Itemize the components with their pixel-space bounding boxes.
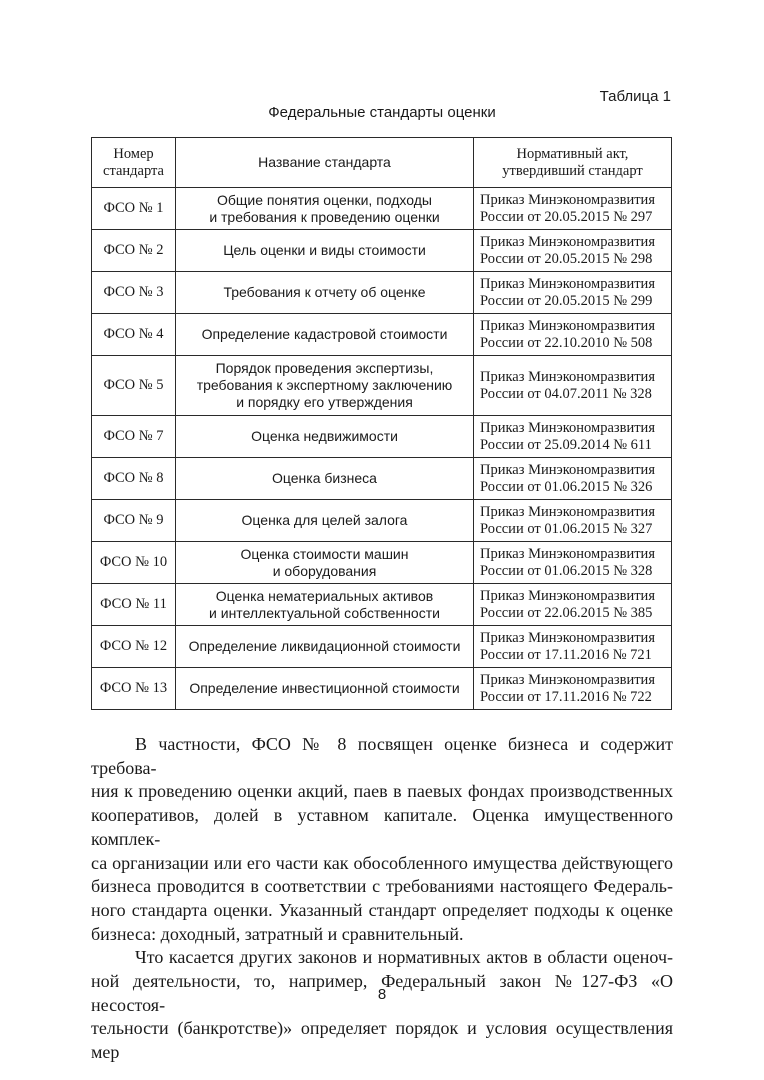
- standard-act: [474, 188, 672, 230]
- standard-name-line: требования к экспертному заключению: [196, 377, 453, 393]
- paragraph-line: кооперативов, долей в уставном капитале. Оценка имущественного комплек-: [91, 805, 673, 849]
- standard-number: ФСО № 4: [92, 314, 176, 356]
- standard-number: ФСО № 12: [92, 626, 176, 668]
- table-row: [92, 584, 672, 626]
- header-act-line: Нормативный акт,: [516, 145, 629, 162]
- standard-act-line: России от 20.05.2015 № 297: [480, 208, 653, 225]
- page-number: 8: [377, 986, 387, 1003]
- standard-act-line: Приказ Минэкономразвития: [480, 503, 655, 520]
- standards-table: [91, 137, 672, 710]
- standard-act-line: России от 22.10.2010 № 508: [480, 334, 653, 351]
- standard-act: [474, 272, 672, 314]
- standard-name: [176, 230, 474, 272]
- standard-act: [474, 230, 672, 272]
- table-row: [92, 542, 672, 584]
- standard-number: ФСО № 9: [92, 500, 176, 542]
- standard-name-line: и интеллектуальной собственности: [209, 604, 440, 621]
- standard-act-line: Приказ Минэкономразвития: [480, 629, 655, 646]
- standard-name: [176, 356, 474, 416]
- table-row: [92, 416, 672, 458]
- standard-name-line: и оборудования: [272, 562, 377, 579]
- paragraph-line: В частности, ФСО № 8 посвящен оценке бизнеса и содержит требова-: [91, 734, 673, 778]
- standard-number: ФСО № 8: [92, 458, 176, 500]
- table-row: [92, 188, 672, 230]
- header-number-line: стандарта: [103, 162, 164, 179]
- standard-name-line: Определение инвестиционной стоимости: [189, 680, 460, 696]
- table-title: Федеральные стандарты оценки: [268, 104, 496, 121]
- standard-name: [176, 188, 474, 230]
- standard-act-line: Приказ Минэкономразвития: [480, 461, 655, 478]
- standard-number: ФСО № 2: [92, 230, 176, 272]
- standard-act-line: Приказ Минэкономразвития: [480, 671, 655, 688]
- header-number-line: Номер: [113, 145, 154, 162]
- standard-act-line: России от 25.09.2014 № 611: [480, 436, 652, 453]
- standard-name-line: Оценка бизнеса: [272, 470, 377, 486]
- standard-act-line: России от 17.11.2016 № 722: [480, 688, 652, 705]
- header-act: [474, 138, 672, 188]
- standard-number: ФСО № 3: [92, 272, 176, 314]
- standard-number: ФСО № 7: [92, 416, 176, 458]
- standard-name-line: Определение ликвидационной стоимости: [188, 638, 461, 654]
- standard-number: ФСО № 10: [92, 542, 176, 584]
- standard-name-line: Оценка недвижимости: [251, 428, 398, 444]
- standard-name: [176, 584, 474, 626]
- standard-act: [474, 356, 672, 416]
- paragraph-line: Что касается других законов и нормативных актов в области оценоч-: [135, 947, 673, 968]
- standard-act-line: Приказ Минэкономразвития: [480, 587, 655, 604]
- paragraph-line: ной деятельности, то, например, Федеральный закон №127-ФЗ «О несостоя-: [91, 971, 673, 1015]
- standard-act: [474, 416, 672, 458]
- standard-name-line: Определение кадастровой стоимости: [201, 326, 448, 342]
- paragraph-line: ния к проведению оценки акций, паев в паевых фондах производственных: [91, 781, 673, 802]
- standard-act: [474, 584, 672, 626]
- standard-name-line: Оценка стоимости машин: [240, 545, 409, 562]
- standard-name-line: Порядок проведения экспертизы,: [215, 360, 434, 376]
- table-row: [92, 668, 672, 710]
- table-caption: Таблица 1: [599, 88, 671, 105]
- standard-act: [474, 542, 672, 584]
- standard-act: [474, 458, 672, 500]
- standard-act-line: России от 20.05.2015 № 299: [480, 292, 653, 309]
- standard-act-line: Приказ Минэкономразвития: [480, 275, 655, 292]
- standard-act-line: России от 04.07.2011 № 328: [480, 385, 652, 402]
- standard-name-line: Общие понятия оценки, подходы: [217, 191, 432, 208]
- table-row: [92, 272, 672, 314]
- standard-act-line: Приказ Минэкономразвития: [480, 368, 655, 385]
- paragraph: [91, 946, 673, 1065]
- standard-name: [176, 626, 474, 668]
- body-text: [91, 733, 673, 1065]
- standard-act: [474, 668, 672, 710]
- standard-act-line: России от 01.06.2015 № 327: [480, 520, 653, 537]
- paragraph-line: тельности (банкротстве)» определяет порядок и условия осуществления мер: [91, 1018, 673, 1063]
- standard-name: [176, 416, 474, 458]
- header-name-line: Название стандарта: [258, 153, 391, 170]
- header-name: [176, 138, 474, 188]
- paragraph-line: са организации или его части как обособленного имущества действующего: [91, 852, 673, 873]
- standard-number: ФСО № 1: [92, 188, 176, 230]
- standard-number: ФСО № 13: [92, 668, 176, 710]
- standard-act-line: Приказ Минэкономразвития: [480, 191, 655, 208]
- table-row: [92, 230, 672, 272]
- standard-act-line: Приказ Минэкономразвития: [480, 419, 655, 436]
- standard-name-line: Цель оценки и виды стоимости: [223, 242, 426, 258]
- standard-act-line: Приказ Минэкономразвития: [480, 233, 655, 250]
- standard-act: [474, 500, 672, 542]
- paragraph: [91, 733, 673, 946]
- standard-number: ФСО № 11: [92, 584, 176, 626]
- standard-act-line: Приказ Минэкономразвития: [480, 317, 655, 334]
- standard-act-line: России от 17.11.2016 № 721: [480, 646, 652, 663]
- standard-act-line: Приказ Минэкономразвития: [480, 545, 655, 562]
- header-number: [92, 138, 176, 188]
- table-row: [92, 356, 672, 416]
- standard-name-line: и порядку его утверждения: [236, 394, 413, 410]
- paragraph-line: бизнеса: доходный, затратный и сравнительный.: [91, 923, 464, 944]
- standard-act: [474, 314, 672, 356]
- table-row: [92, 500, 672, 542]
- standard-act-line: России от 20.05.2015 № 298: [480, 250, 653, 267]
- header-act-line: утвердивший стандарт: [502, 162, 643, 179]
- paragraph-line: ного стандарта оценки. Указанный стандарт определяет подходы к оценке: [91, 899, 673, 920]
- standard-name: [176, 272, 474, 314]
- standard-number: ФСО № 5: [92, 356, 176, 416]
- standard-name: [176, 500, 474, 542]
- paragraph-line: бизнеса проводится в соответствии с требованиями настоящего Федераль-: [91, 876, 673, 897]
- table-header-row: [92, 138, 672, 188]
- standard-name-line: Требования к отчету об оценке: [223, 284, 426, 300]
- standard-name: [176, 668, 474, 710]
- standard-name-line: Оценка нематериальных активов: [215, 587, 434, 604]
- standard-name: [176, 458, 474, 500]
- standard-name-line: и требования к проведению оценки: [209, 208, 440, 225]
- standard-name: [176, 542, 474, 584]
- standard-name-line: Оценка для целей залога: [241, 512, 408, 528]
- standard-name: [176, 314, 474, 356]
- standard-act: [474, 626, 672, 668]
- standard-act-line: России от 22.06.2015 № 385: [480, 604, 653, 621]
- standard-act-line: России от 01.06.2015 № 326: [480, 478, 653, 495]
- table-row: [92, 314, 672, 356]
- table-row: [92, 458, 672, 500]
- standard-act-line: России от 01.06.2015 № 328: [480, 562, 653, 579]
- table-row: [92, 626, 672, 668]
